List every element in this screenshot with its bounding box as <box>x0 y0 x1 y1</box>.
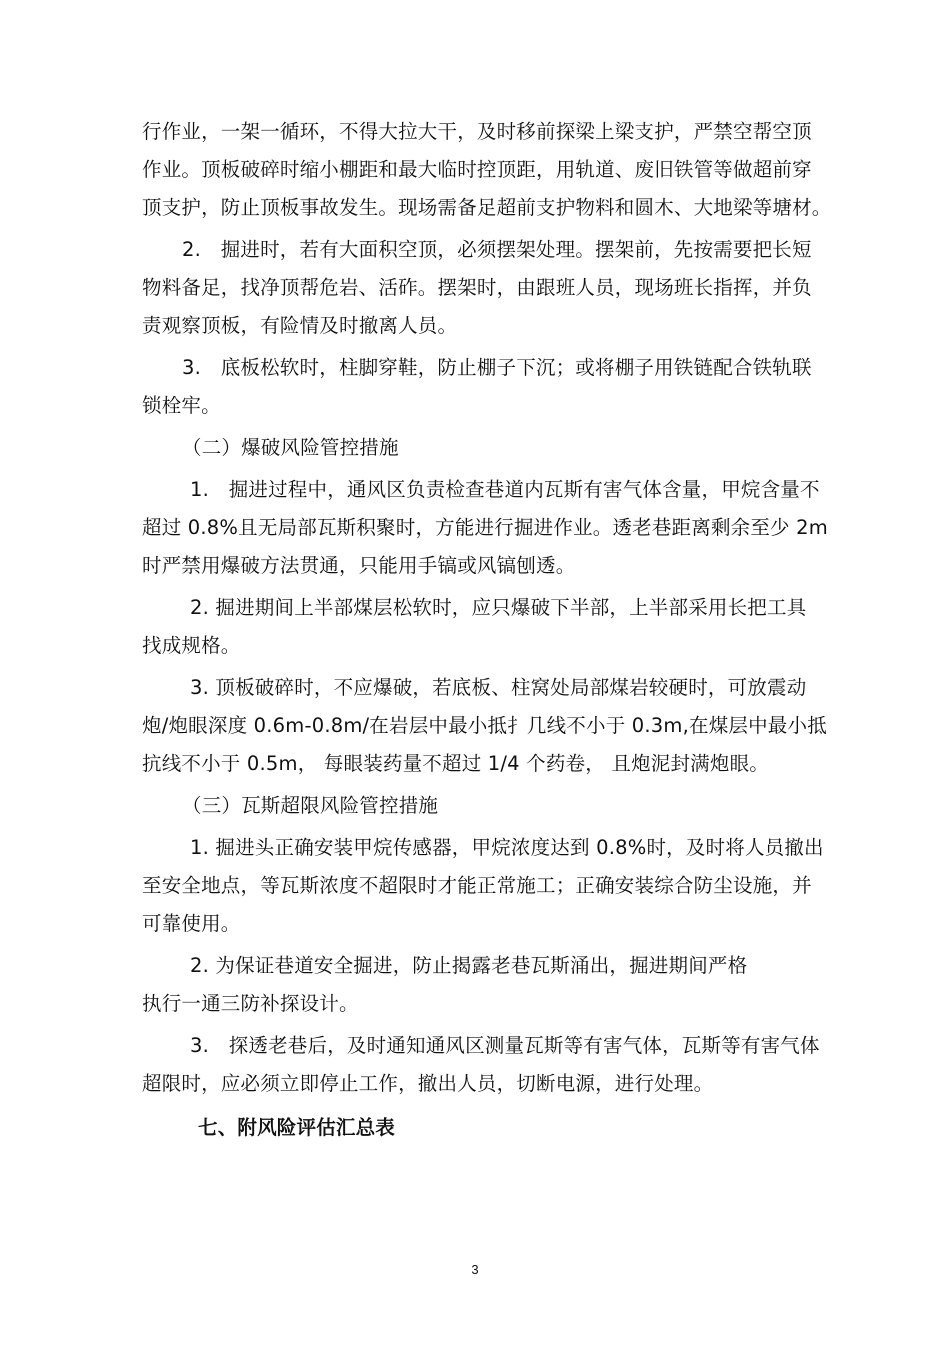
body-text-line: 抗线不小于 0.5m， 每眼装药量不超过 1/4 个药卷， 且炮泥封满炮眼。 <box>142 752 769 775</box>
body-text-line: 责观察顶板，有险情及时撤离人员。 <box>142 314 458 337</box>
body-text-line: 炮/炮眼深度 0.6m-0.8m/在岩层中最小抵扌几线不小于 0.3m,在煤层中最小抵 <box>142 714 827 737</box>
subsection-heading: （二）爆破风险管控措施 <box>182 436 399 459</box>
body-text-line: 至安全地点，等瓦斯浓度不超限时才能正常施工；正确安装综合防尘设施，并 <box>142 874 812 897</box>
section-heading: 七、附风险评估汇总表 <box>198 1116 396 1139</box>
list-item-first-line: 3. 顶板破碎时，不应爆破，若底板、柱窝处局部煤岩较硬时，可放震动 <box>190 676 807 699</box>
body-text-line: 超过 0.8%且无局部瓦斯积聚时，方能进行掘进作业。透老巷距离剩余至少 2m <box>142 516 828 539</box>
body-text-line: 行作业，一架一循环，不得大拉大干，及时移前探梁上梁支护，严禁空帮空顶 <box>142 120 812 143</box>
list-item-first-line: 2. 掘进时，若有大面积空顶，必须摆架处理。摆架前，先按需要把长短 <box>182 238 812 261</box>
body-text-line: 找成规格。 <box>142 634 241 657</box>
subsection-heading: （三）瓦斯超限风险管控措施 <box>182 794 439 817</box>
list-item-first-line: 3. 探透老巷后，及时通知通风区测量瓦斯等有害气体，瓦斯等有害气体 <box>190 1034 820 1057</box>
body-text-line: 超限时，应必须立即停止工作，撤出人员，切断电源，进行处理。 <box>142 1072 714 1095</box>
document-body <box>142 113 877 1147</box>
body-text-line: 可靠使用。 <box>142 912 241 935</box>
body-text-line: 时严禁用爆破方法贯通，只能用手镐或风镐刨透。 <box>142 554 576 577</box>
body-text-line: 锁栓牢。 <box>142 394 221 417</box>
body-text-line: 物料备足，找净顶帮危岩、活砟。摆架时，由跟班人员，现场班长指挥，并负 <box>142 276 812 299</box>
body-text-line: 作业。顶板破碎时缩小棚距和最大临时控顶距，用轨道、废旧铁管等做超前穿 <box>142 158 812 181</box>
list-item-first-line: 2. 为保证巷道安全掘进，防止揭露老巷瓦斯涌出，掘进期间严格 <box>190 954 748 977</box>
page-number: 3 <box>471 1262 479 1277</box>
list-item-first-line: 2. 掘进期间上半部煤层松软时，应只爆破下半部，上半部采用长把工具 <box>190 596 807 619</box>
list-item-first-line: 1. 掘进过程中，通风区负责检查巷道内瓦斯有害气体含量，甲烷含量不 <box>190 478 820 501</box>
body-text-line: 执行一通三防补探设计。 <box>142 992 359 1015</box>
list-item-first-line: 3. 底板松软时，柱脚穿鞋，防止棚子下沉；或将棚子用铁链配合铁轨联 <box>182 356 812 379</box>
list-item-first-line: 1. 掘进头正确安装甲烷传感器，甲烷浓度达到 0.8%时，及时将人员撤出 <box>190 836 824 859</box>
body-text-line: 顶支护，防止顶板事故发生。现场需备足超前支护物料和圆木、大地梁等塘材。 <box>142 196 832 219</box>
